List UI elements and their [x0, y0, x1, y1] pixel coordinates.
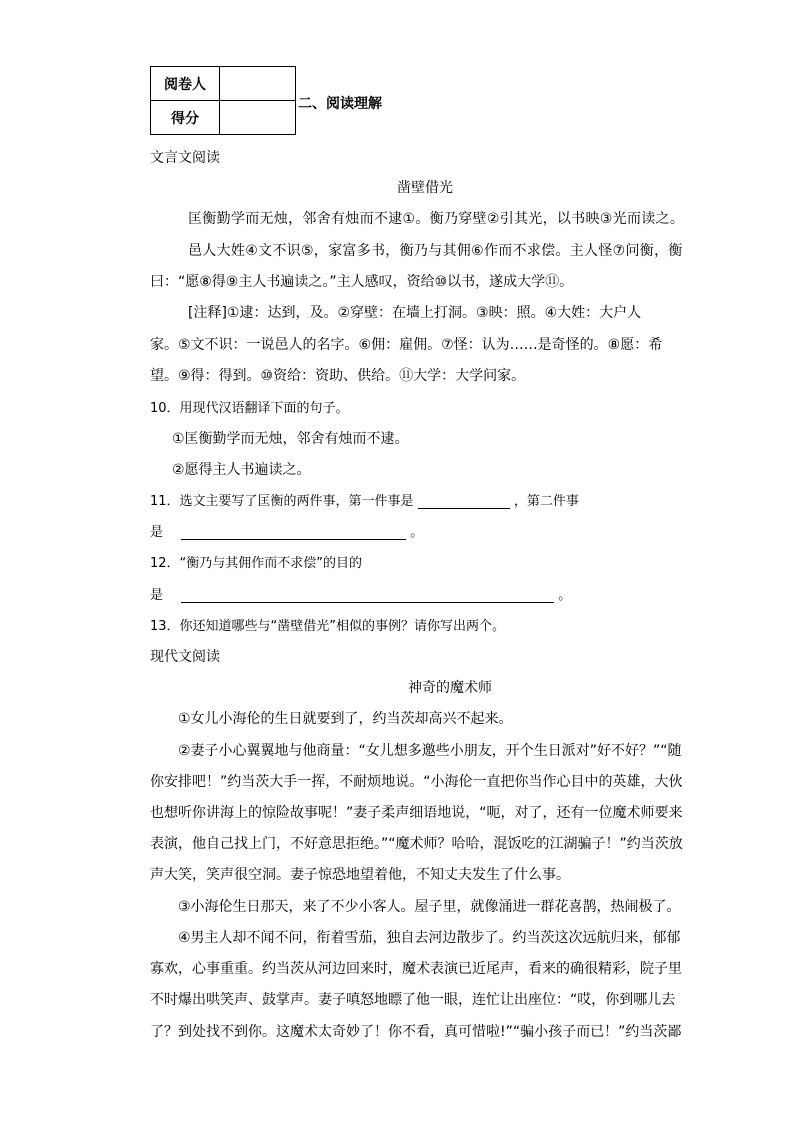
- modern-para2-line4: 表演，他自己找上门，不好意思拒绝。”“魔术师？哈哈，混饭吃的江湖骗子！”约当茨放: [150, 836, 683, 852]
- question-12-line1: 12．“衡乃与其佣作而不求偿”的目的: [150, 556, 363, 571]
- question-10-item2: ②愿得主人书遍读之。: [172, 462, 311, 478]
- section-heading: 二、阅读理解: [298, 96, 382, 112]
- answer-blank-11a[interactable]: [418, 494, 510, 509]
- question-12-end: 。: [558, 588, 572, 603]
- question-11-line2: [150, 521, 423, 540]
- modern-para4-line1: ④男主人却不闻不问，衔着雪茄，独自去河边散步了。约当茨这次远航归来，郁郁: [178, 930, 681, 946]
- notes-line3: 望。⑨得：得到。⑩资给：资助、供给。⑪大学：大学问家。: [150, 368, 526, 384]
- modern-para4-line2: 寡欢，心事重重。约当茨从河边回来时，魔术表演已近尾声，看来的确很精彩，院子里: [150, 961, 682, 977]
- score-table: [150, 66, 296, 135]
- question-11-text-b: ，第二件事: [513, 494, 579, 509]
- notes-line1: [注释]①逮：达到，及。②穿壁：在墙上打洞。③映：照。④大姓：大户人: [188, 305, 642, 321]
- modern-para2-line5: 声大笑，笑声很空洞。妻子惊恐地望着他，不知丈夫发生了什么事。: [150, 867, 570, 883]
- question-10-item1: ①匡衡勤学而无烛，邻舍有烛而不逮。: [172, 431, 409, 447]
- question-11-line1: [150, 490, 579, 509]
- question-11-text-c: 是: [150, 525, 164, 540]
- answer-blank-12[interactable]: [181, 588, 554, 603]
- question-11-text-a: 11．选文主要写了匡衡的两件事，第一件事是: [150, 494, 414, 509]
- score-cell[interactable]: [220, 101, 296, 135]
- classical-para2-line2: 曰：“愿⑧得⑨主人书遍读之。”主人感叹，资给⑩以书，遂成大学⑪。: [150, 274, 574, 290]
- question-13: 13．你还知道哪些与“凿壁借光”相似的事例？请你写出两个。: [150, 619, 506, 634]
- classical-label: 文言文阅读: [150, 150, 220, 166]
- score-label: 得分: [151, 101, 220, 135]
- reviewer-label: 阅卷人: [151, 67, 220, 101]
- modern-para2-line2: 你安排吧！”约当茨大手一挥，不耐烦地说。“小海伦一直把你当作心目中的英雄，大伙: [150, 774, 683, 790]
- question-10: 10．用现代汉语翻译下面的句子。: [150, 401, 349, 416]
- modern-para1: ①女儿小海伦的生日就要到了，约当茨却高兴不起来。: [178, 711, 513, 727]
- classical-para1: 匡衡勤学而无烛，邻舍有烛而不逮①。衡乃穿壁②引其光，以书映③光而读之。: [188, 211, 685, 227]
- classical-title: 凿壁借光: [397, 180, 453, 196]
- modern-para2-line3: 也想听你讲海上的惊险故事呢！”妻子柔声细语地说，“呃，对了，还有一位魔术师要来: [150, 805, 683, 821]
- modern-para3: ③小海伦生日那天，来了不少小客人。屋子里，就像涌进一群花喜鹊，热闹极了。: [178, 899, 681, 915]
- question-12-text-b: 是: [150, 588, 164, 603]
- modern-para2-line1: ②妻子小心翼翼地与他商量：“女儿想多邀些小朋友，开个生日派对”好不好？”“随: [178, 743, 682, 759]
- modern-label: 现代文阅读: [150, 649, 220, 665]
- notes-line2: 家。⑤文不识：一说邑人的名字。⑥佣：雇佣。⑦怪：认为……是奇怪的。⑧愿：希: [150, 337, 663, 353]
- reviewer-cell[interactable]: [220, 67, 296, 101]
- question-11-end: 。: [410, 525, 424, 540]
- modern-title: 神奇的魔术师: [408, 680, 492, 696]
- modern-para4-line3: 不时爆出哄笑声、鼓掌声。妻子嗔怒地瞟了他一眼，连忙让出座位：“哎，你到哪儿去: [150, 992, 676, 1008]
- answer-blank-11b[interactable]: [181, 525, 406, 540]
- modern-para4-line4: 了？到处找不到你。这魔术太奇妙了！你不看，真可惜啦!”“骗小孩子而已！”约当茨鄙: [150, 1024, 682, 1040]
- classical-para2-line1: 邑人大姓④文不识⑤，家富多书，衡乃与其佣⑥作而不求偿。主人怪⑦问衡，衡: [188, 243, 683, 259]
- question-12-line2: [150, 584, 571, 603]
